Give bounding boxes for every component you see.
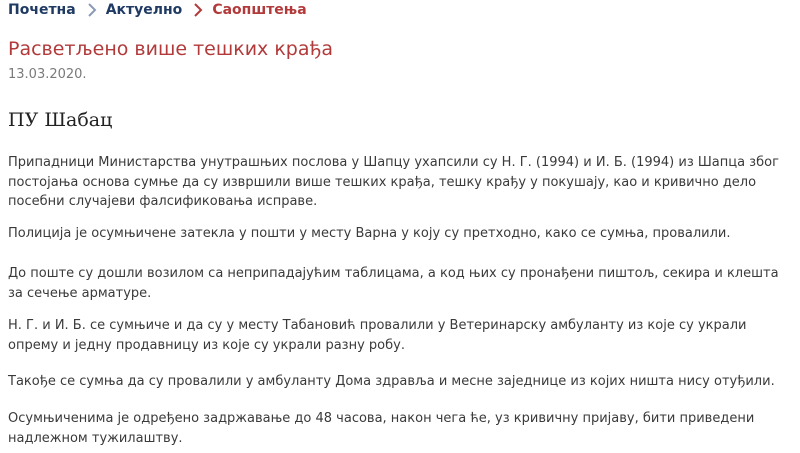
article-paragraph: Полиција је осумњичене затекла у пошти у месту Варна у коју су претходно, како се сумња, провалили. — [8, 226, 731, 241]
article-subheading: ПУ Шабац — [8, 109, 113, 131]
article-title: Расветљено више тешких крађа — [8, 38, 334, 60]
chevron-right-icon — [190, 2, 206, 18]
breadcrumb-current: Саопштења — [212, 2, 307, 18]
article-paragraph: Н. Г. и И. Б. се сумњиче и да су у месту Табановић провалили у Ветеринарску амбуланту из које су украли опрему и једну продавницу из које су украли разну робу. — [8, 318, 747, 353]
article-paragraph: До поште су дошли возилом са неприпадајућим таблицама, а код њих су пронађени пиштољ, секира и клешта за сечење арматуре. — [8, 266, 779, 301]
chevron-right-icon — [84, 2, 100, 18]
article-paragraph: Такође се сумња да су провалили у амбуланту Дома здравља и месне заједнице из којих ништа нису отуђили. — [8, 374, 775, 389]
article-paragraph: Осумњиченима је одређено задржавање до 48 часова, након чега ће, уз кривичну пријаву, бити приведени надлежном тужилаштву. — [8, 411, 755, 446]
breadcrumb-news-link[interactable]: Актуелно — [105, 2, 183, 18]
article-date: 13.03.2020. — [8, 67, 87, 82]
breadcrumb-home-link[interactable]: Почетна — [8, 2, 76, 18]
breadcrumb — [8, 1, 307, 19]
article-paragraph: Припадници Министарства унутрашњих послова у Шапцу ухапсили су Н. Г. (1994) и И. Б. (1994) из Шапца због постојања основа сумње да су извршили више тешких крађа, тешку крађу у покушају, као и кривично дело посебни случајеви фалсификовања исправе. — [8, 155, 779, 209]
